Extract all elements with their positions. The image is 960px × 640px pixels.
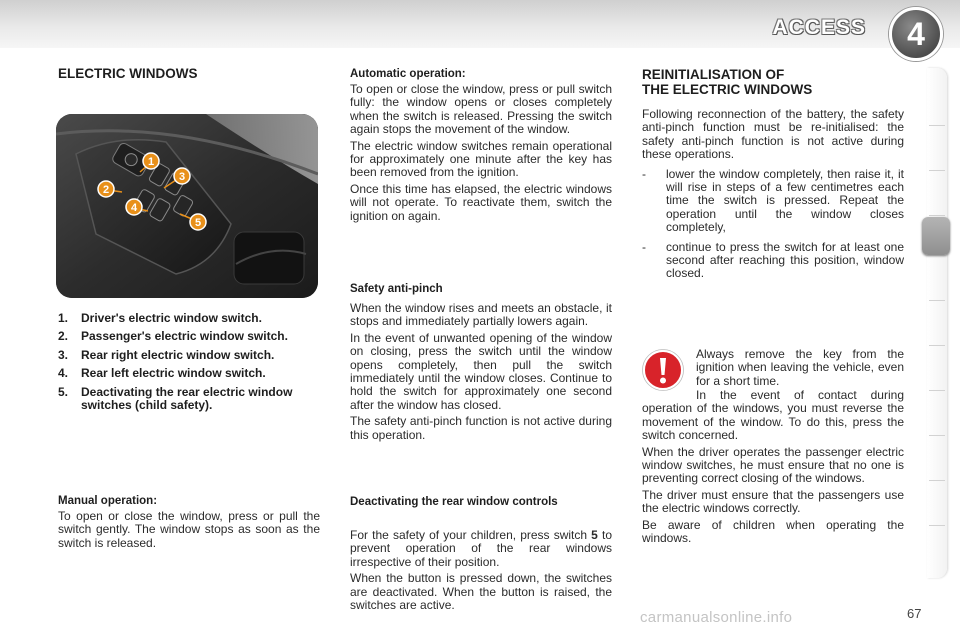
list-item: 3. Rear right electric window switch. [58, 347, 275, 362]
chapter-title: ACCESS [772, 16, 866, 39]
warning-text: In the event of contact during operation of the windows, you must reverse the movement of the window. To do this, press the switch concerned. When the driver operates the passenger electric window switches, he must ensure that no one is preventing correct closing of the windows. The driver must ensure that the passengers use the electric windows correctly. Be aware of children when operating the windows. [642, 388, 904, 546]
list-item: - lower the window completely, then raise it, it will rise in steps of a few centimetres each time the switch is pressed. Repeat the operation until the window closes completely, [642, 166, 904, 235]
chapter-index-divider [929, 390, 945, 391]
chapter-index-divider [929, 525, 945, 526]
manual-operation-heading: Manual operation: [58, 495, 158, 507]
list-item: 2. Passenger's electric window switch. [58, 329, 288, 344]
deactivating-rear-controls-text: For the safety of your children, press switch 5 to prevent operation of the rear windows irrespective of their position. When the button is pressed down, the switches are deactivated. When the button is raised, the switches are active. [350, 528, 613, 613]
page-number: 67 [907, 606, 922, 621]
reinitialisation-text: Following reconnection of the battery, the safety anti-pinch function must be re-initialised: the safety anti-pinch function is not active during these operations. - lower the window completely, then raise it, it will rise in steps of a few centimetres each time the switch is pressed. Repeat the operation until the window closes completely, - continue to press the switch for at least one second after reaching this position, window closed. [642, 107, 904, 281]
chapter-index-divider [929, 480, 945, 481]
callout-marker [190, 214, 206, 230]
section-heading-electric-windows: ELECTRIC WINDOWS [58, 66, 198, 81]
list-item: - continue to press the switch for at least one second after reaching this position, window closed. [642, 239, 904, 281]
door-switch-panel-illustration [56, 114, 318, 298]
reinitialisation-heading: REINITIALISATION OF THE ELECTRIC WINDOWS [642, 67, 813, 97]
switch-legend-list [58, 312, 326, 417]
list-item: 4. Rear left electric window switch. [58, 366, 266, 381]
chapter-index-strip [927, 68, 947, 578]
callout-label: 5 [194, 217, 202, 229]
chapter-index-tab-active[interactable] [922, 217, 950, 255]
watermark: carmanualsonline.info [640, 609, 793, 626]
callout-label: 3 [178, 171, 186, 183]
switch-number-ref: 5 [591, 528, 598, 542]
manual-operation-text: To open or close the window, press or pull the switch gently. The window stops as soon as the switch is released. [58, 509, 320, 550]
list-item: 1. Driver's electric window switch. [58, 311, 262, 325]
chapter-index-divider [929, 345, 945, 346]
safety-anti-pinch-text: When the window rises and meets an obstacle, it stops and immediately partially lowers again. In the event of unwanted opening of the window on closing, press the switch until the window opens completely, then pull the switch immediately until the window closes. Continue to hold the switch for approximately one second after the window has closed. The safety anti-pinch function is not active during this operation. [350, 301, 612, 442]
warning-exclamation-icon [642, 349, 684, 391]
callout-label: 4 [130, 202, 138, 214]
callout-marker [174, 168, 190, 184]
warning-text-indented: Always remove the key from the ignition when leaving the vehicle, even for a short time. [696, 347, 904, 388]
chapter-index-divider [929, 300, 945, 301]
chapter-index-divider [929, 170, 945, 171]
automatic-operation-text: To open or close the window, press or pull switch fully: the window opens or closes completely when the switch is released. Pressing the switch again stops the movement of the window. The electric window switches remain operational for approximately one minute after the key has been removed from the ignition. Once this time has elapsed, the electric windows will not operate. To reactivate them, switch the ignition on again. [350, 82, 612, 223]
reinitialisation-steps [642, 168, 904, 281]
list-item: 5. Deactivating the rear electric window switches (child safety). [58, 384, 293, 413]
automatic-operation-heading: Automatic operation: [350, 68, 466, 80]
door-switch-panel-photo [56, 114, 318, 298]
safety-anti-pinch-heading: Safety anti-pinch [350, 283, 443, 295]
callout-label: 1 [147, 156, 155, 168]
deactivating-rear-controls-heading: Deactivating the rear window controls [350, 496, 558, 508]
callout-marker [98, 181, 114, 197]
chapter-index-divider [929, 125, 945, 126]
chapter-number-badge: 4 [889, 7, 943, 61]
callout-marker [126, 199, 142, 215]
chapter-index-divider [929, 215, 945, 216]
callout-marker [143, 153, 159, 169]
callout-label: 2 [102, 184, 110, 196]
chapter-index-divider [929, 435, 945, 436]
